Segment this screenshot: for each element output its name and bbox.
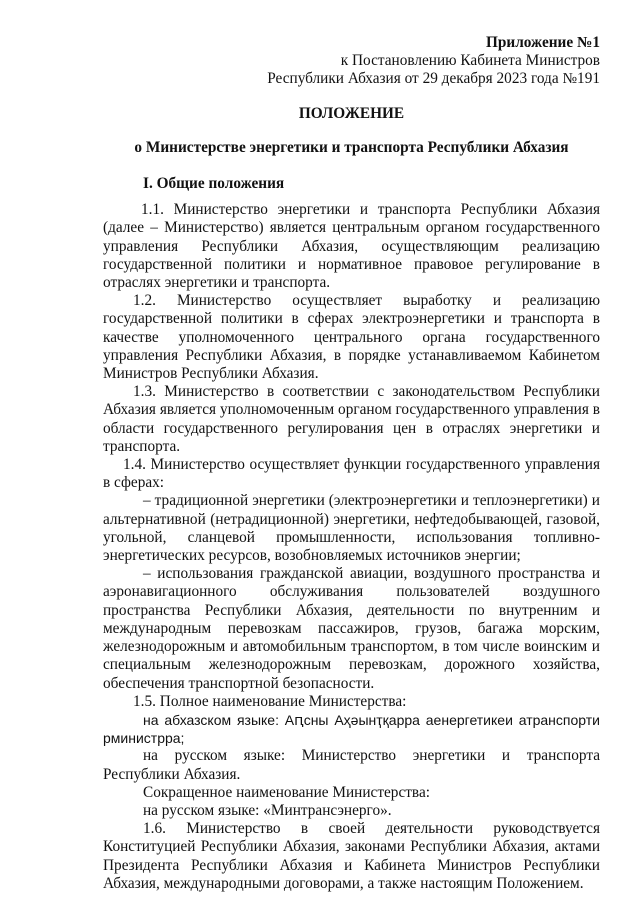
paragraph-1-6: 1.6. Министерство в своей деятельности руководствуется Конституцией Республики Абхазия, законами Республики Абхазия, актами Президента Республики Абхазия и Кабинета Министров Республики Абхазия, международными договорами, а также настоящим Положением.	[103, 820, 600, 892]
paragraph-1-5-abkhaz: на абхазском языке: Аԥсны Аҳәынҭқарра аенергетикеи атранспорти рминистрра;	[103, 711, 600, 747]
section-heading: I. Общие положения	[143, 175, 285, 193]
appendix-reference-line: к Постановлению Кабинета Министров	[340, 52, 600, 70]
paragraph-1-4-transport: – использования гражданской авиации, воздушного пространства и аэронавигационного обслуживания пользователей воздушного пространства Республики Абхазия, деятельности по внутренним и международным перевозкам пассажиров, грузов, багажа морским, железнодорожным и автомобильным транспортом, в том числе воинским и специальным железнодорожным перевозкам, дорожного хозяйства, обеспечения транспортной безопасности.	[103, 565, 600, 692]
paragraph-1-5-short: Сокращенное наименование Министерства:	[143, 783, 430, 801]
paragraph-1-5: 1.5. Полное наименование Министерства:	[133, 692, 407, 710]
paragraph-1-4-energy: – традиционной энергетики (электроэнергетики и теплоэнергетики) и альтернативной (нетрадиционной) энергетики, нефтедобывающей, газовой, угольной, сланцевой промышленности, использования топливно-энергетических ресурсов, возобновляемых источников энергии;	[103, 492, 600, 565]
paragraph-1-3: 1.3. Министерство в соответствии с законодательством Республики Абхазия является уполномоченным органом государственного управления в области государственного регулирования цен в отраслях энергетики и транспорта.	[103, 383, 600, 455]
paragraph-1-4: 1.4. Министерство осуществляет функции государственного управления в сферах:	[103, 456, 600, 492]
document-title: ПОЛОЖЕНИЕ	[298, 104, 405, 122]
paragraph-1-5-short-russian: на русском языке: «Минтрансэнерго».	[143, 801, 392, 819]
paragraph-1-2: 1.2. Министерство осуществляет выработку и реализацию государственной политики в сферах электроэнергетики и транспорта в качестве уполномоченного центрального органа государственного управления Республики Абхазия, в порядке устанавливаемом Кабинетом Министров Республики Абхазия.	[103, 292, 600, 383]
appendix-header	[103, 34, 600, 89]
paragraph-1-1: 1.1. Министерство энергетики и транспорта Республики Абхазия (далее – Министерство) является центральным органом государственного управления Республики Абхазия, осуществляющим реализацию государственной политики и нормативное правовое регулирование в отраслях энергетики и транспорта.	[103, 201, 600, 292]
document-subtitle: о Министерстве энергетики и транспорта Республики Абхазия	[134, 138, 569, 156]
appendix-number: Приложение №1	[485, 34, 600, 51]
appendix-date-line: Республики Абхазия от 29 декабря 2023 года №191	[267, 70, 600, 88]
paragraph-1-5-russian: на русском языке: Министерство энергетики и транспорта Республики Абхазия.	[103, 747, 600, 783]
